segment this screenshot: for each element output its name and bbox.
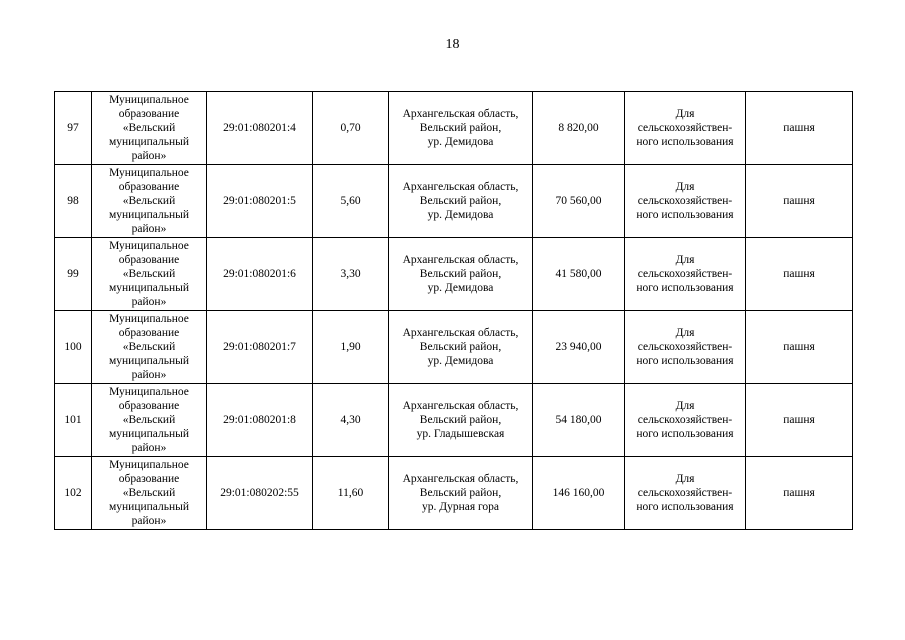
owner-cell: Муниципальное образование «Вельский муниципальный район» (92, 457, 207, 530)
owner-cell: Муниципальное образование «Вельский муниципальный район» (92, 384, 207, 457)
cadastral-number-cell: 29:01:080201:8 (207, 384, 313, 457)
area-cell: 4,30 (313, 384, 389, 457)
row-number-cell: 101 (55, 384, 92, 457)
page-number: 18 (445, 37, 460, 52)
purpose-cell: Для сельскохозяйствен- ного использования (625, 92, 746, 165)
land-type-cell: пашня (746, 238, 853, 311)
value-cell: 23 940,00 (533, 311, 625, 384)
table-row (55, 384, 853, 457)
land-type-cell: пашня (746, 384, 853, 457)
location-cell: Архангельская область, Вельский район, ур. Демидова (389, 311, 533, 384)
table-body (55, 92, 853, 530)
row-number-cell: 100 (55, 311, 92, 384)
cadastral-number-cell: 29:01:080201:4 (207, 92, 313, 165)
land-type-cell: пашня (746, 311, 853, 384)
location-cell: Архангельская область, Вельский район, ур. Гладышевская (389, 384, 533, 457)
table-row (55, 457, 853, 530)
table-row (55, 311, 853, 384)
cadastral-number-cell: 29:01:080201:5 (207, 165, 313, 238)
land-plots-table (54, 91, 853, 530)
location-cell: Архангельская область, Вельский район, ур. Демидова (389, 238, 533, 311)
area-cell: 11,60 (313, 457, 389, 530)
area-cell: 1,90 (313, 311, 389, 384)
purpose-cell: Для сельскохозяйствен- ного использования (625, 165, 746, 238)
purpose-cell: Для сельскохозяйствен- ного использования (625, 457, 746, 530)
owner-cell: Муниципальное образование «Вельский муниципальный район» (92, 92, 207, 165)
purpose-cell: Для сельскохозяйствен- ного использования (625, 384, 746, 457)
value-cell: 8 820,00 (533, 92, 625, 165)
table-row (55, 165, 853, 238)
area-cell: 5,60 (313, 165, 389, 238)
land-type-cell: пашня (746, 92, 853, 165)
row-number-cell: 102 (55, 457, 92, 530)
purpose-cell: Для сельскохозяйствен- ного использования (625, 311, 746, 384)
row-number-cell: 97 (55, 92, 92, 165)
cadastral-number-cell: 29:01:080202:55 (207, 457, 313, 530)
row-number-cell: 99 (55, 238, 92, 311)
owner-cell: Муниципальное образование «Вельский муниципальный район» (92, 238, 207, 311)
row-number-cell: 98 (55, 165, 92, 238)
owner-cell: Муниципальное образование «Вельский муниципальный район» (92, 311, 207, 384)
cadastral-number-cell: 29:01:080201:6 (207, 238, 313, 311)
land-type-cell: пашня (746, 165, 853, 238)
location-cell: Архангельская область, Вельский район, ур. Демидова (389, 165, 533, 238)
value-cell: 54 180,00 (533, 384, 625, 457)
area-cell: 3,30 (313, 238, 389, 311)
table-row (55, 92, 853, 165)
purpose-cell: Для сельскохозяйствен- ного использования (625, 238, 746, 311)
value-cell: 41 580,00 (533, 238, 625, 311)
value-cell: 70 560,00 (533, 165, 625, 238)
land-type-cell: пашня (746, 457, 853, 530)
area-cell: 0,70 (313, 92, 389, 165)
cadastral-number-cell: 29:01:080201:7 (207, 311, 313, 384)
table-row (55, 238, 853, 311)
value-cell: 146 160,00 (533, 457, 625, 530)
owner-cell: Муниципальное образование «Вельский муниципальный район» (92, 165, 207, 238)
location-cell: Архангельская область, Вельский район, ур. Дурная гора (389, 457, 533, 530)
location-cell: Архангельская область, Вельский район, ур. Демидова (389, 92, 533, 165)
